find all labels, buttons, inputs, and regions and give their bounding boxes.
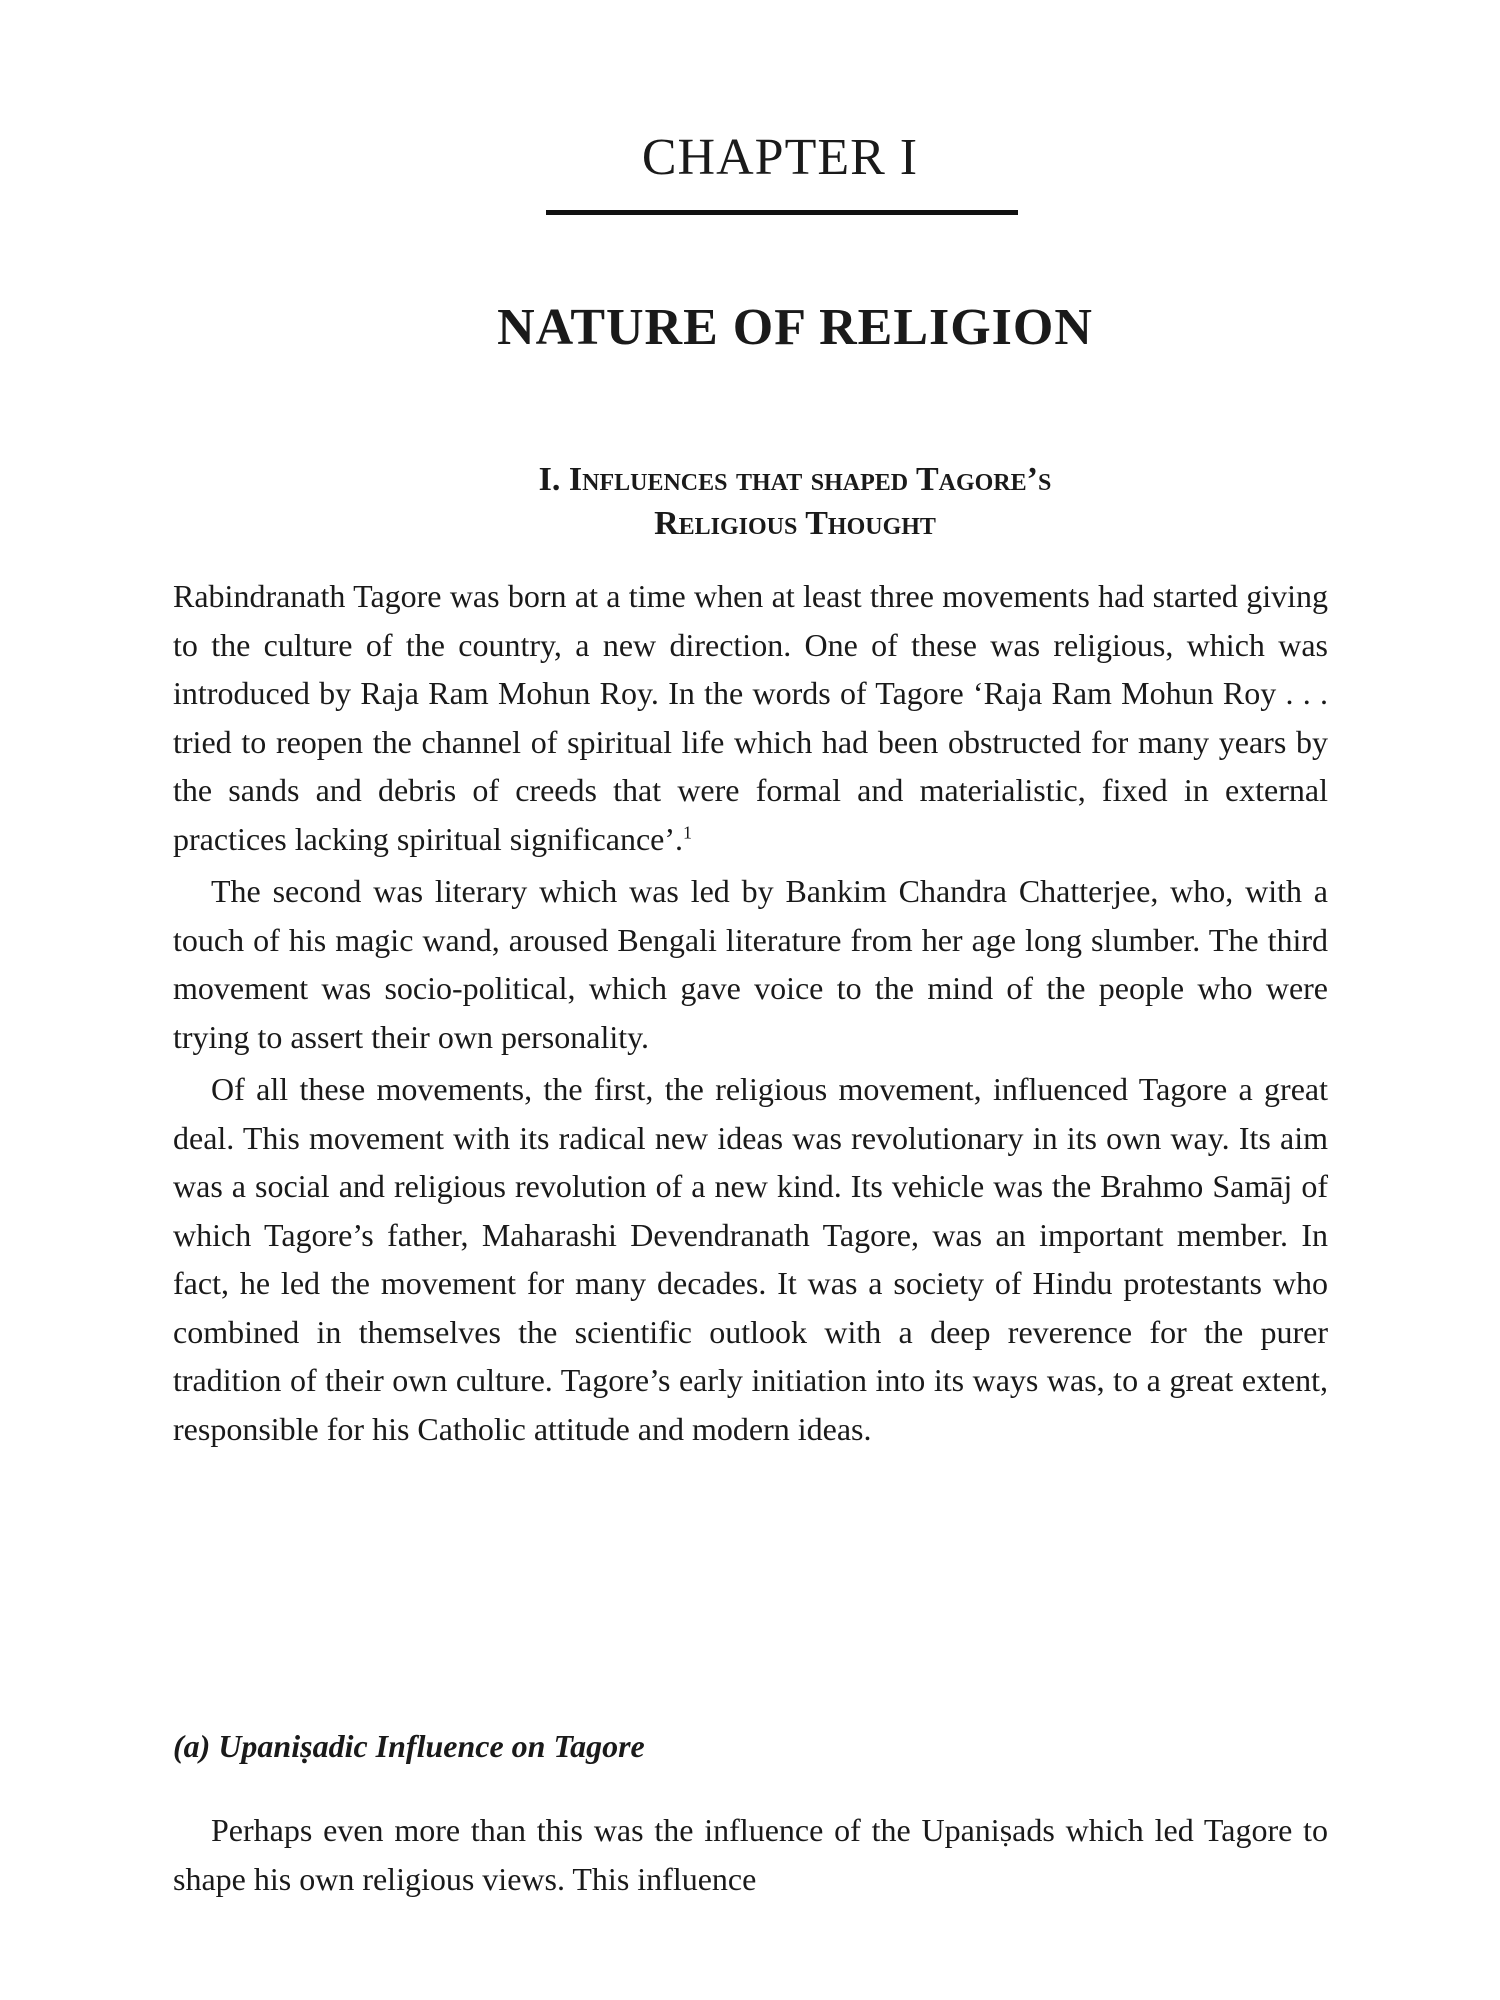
section-heading-line1: I. Influences that shaped Tagore’s [538,461,1052,498]
paragraph-3: Of all these movements, the first, the religious movement, influenced Tagore a great deal. This movement with its radical new ideas was revolutionary in its own way. Its aim was a social and religious revolution of a new kind. Its vehicle was the Brahmo Samāj of which Tagore’s father, Maharashi Devendranath Tagore, was an important member. In fact, he led the movement for many decades. It was a society of Hindu protestants who combined in themselves the scientific outlook with a deep reverence for the purer tradition of their own culture. Tagore’s early initiation into its ways was, to a great extent, responsible for his Catholic attitude and modern ideas. [173,1071,1328,1447]
subsection-body [173,1806,1328,1903]
subsection-heading: (a) Upaniṣadic Influence on Tagore [173,1728,645,1764]
footnote-ref: 1 [683,821,693,842]
paragraph-1-text: Rabindranath Tagore was born at a time when at least three movements had started giving to the culture of the country, a new direction. One of these was religious, which was introduced by Raja Ram Mohun Roy. In the words of Tagore ‘Raja Ram Mohun Roy . . . tried to reopen the channel of spiritual life which had been obstructed for many years by the sands and debris of creeds that were formal and materialistic, fixed in external practices lacking spiritual significance’. [173,578,1328,857]
section-body [173,572,1328,1453]
paragraph-2: The second was literary which was led by Bankim Chandra Chatterjee, who, with a touch of his magic wand, aroused Bengali literature from her age long slumber. The third movement was socio-political, which gave voice to the mind of the people who were trying to assert their own personality. [173,873,1328,1055]
chapter-label: CHAPTER I [641,129,919,186]
chapter-rule [546,210,1018,215]
section-heading [300,458,1290,546]
chapter-title: NATURE OF RELIGION [497,299,1093,356]
paragraph-4: Perhaps even more than this was the influence of the Upaniṣads which led Tagore to shape his own religious views. This influence [173,1812,1328,1897]
paragraph-1 [173,572,1328,863]
section-heading-line2: Religious Thought [654,505,936,542]
